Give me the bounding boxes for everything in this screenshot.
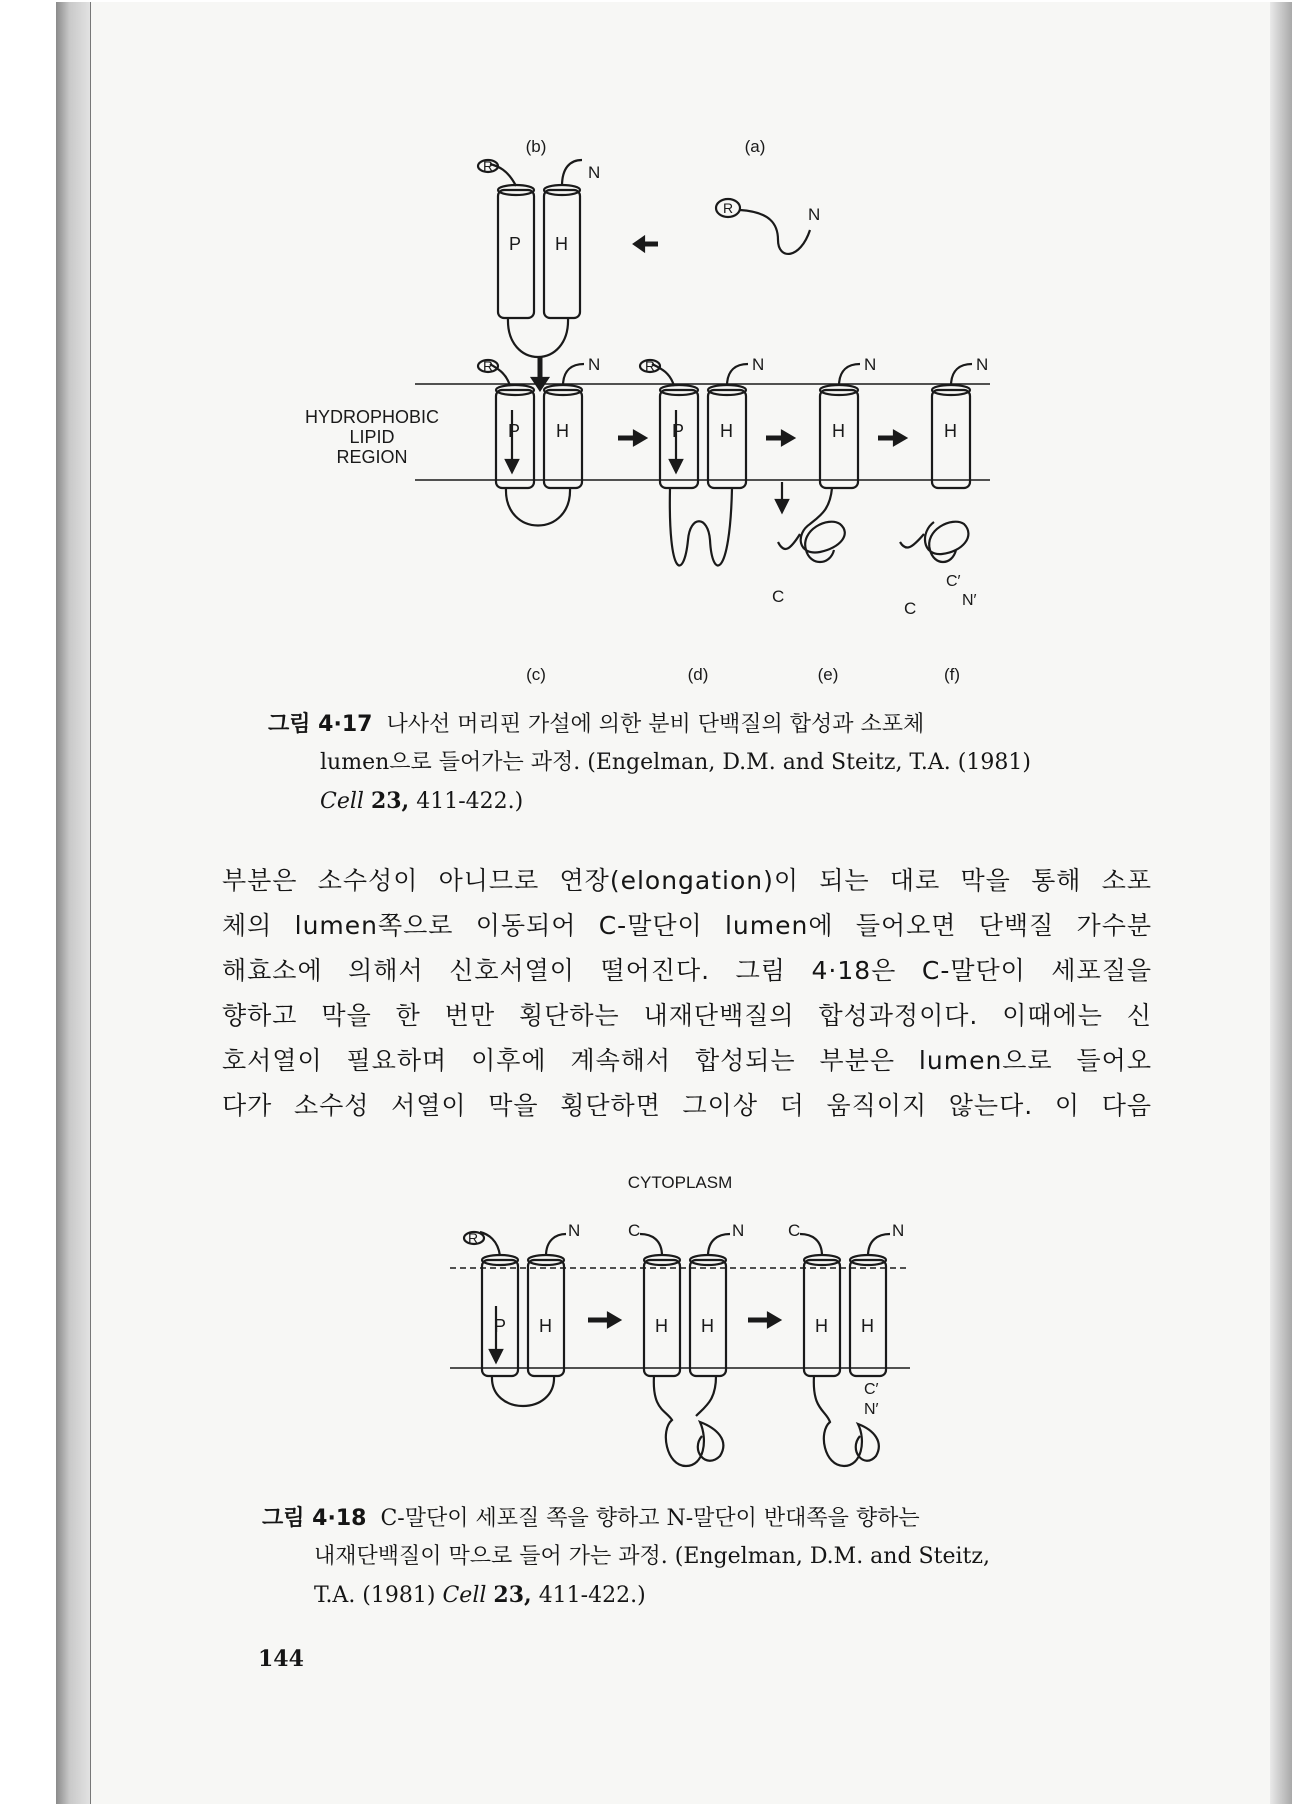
- body-paragraph: [222, 858, 1152, 1128]
- journal-volume: 23,: [370, 788, 410, 814]
- helix-h-label: H: [701, 1316, 714, 1336]
- region-label: REGION: [336, 447, 408, 467]
- caption-line: C-말단이 세포질 쪽을 향하고 N-말단이 반대쪽을 향하는: [380, 1506, 920, 1531]
- caption-line: lumen으로 들어가는 과정. (Engelman, D.M. and Steitz, T.A. (1981): [320, 750, 1031, 775]
- helix-p-label: P: [494, 1316, 507, 1336]
- helix-h-label: H: [556, 421, 569, 441]
- n-terminus-label: N: [808, 205, 821, 224]
- page-number: 144: [258, 1646, 304, 1672]
- ribosome-label: R: [645, 358, 656, 374]
- body-line: 체의 lumen쪽으로 이동되어 C-말단이 lumen에 들어오면 단백질 가수분: [222, 911, 1152, 940]
- panel-label-c: (c): [526, 665, 546, 684]
- caption-line: T.A. (1981): [314, 1583, 436, 1608]
- ribosome-label: R: [723, 200, 734, 216]
- n-terminus-label: N: [752, 355, 765, 374]
- n-prime-label: N′: [962, 592, 977, 609]
- figure-4-17-caption: [268, 706, 1128, 821]
- c-terminus-label: C: [904, 599, 917, 618]
- helix-h-label: H: [720, 421, 733, 441]
- n-terminus-label: N: [892, 1221, 905, 1240]
- n-terminus-label: N: [588, 163, 601, 182]
- helix-h-label: H: [815, 1316, 828, 1336]
- body-line: 호서열이 필요하며 이후에 계속해서 합성되는 부분은 lumen으로 들어오: [222, 1046, 1152, 1075]
- body-line: 향하고 막을 한 번만 횡단하는 내재단백질의 합성과정이다. 이때에는 신: [222, 1001, 1152, 1030]
- helix-h-label: H: [944, 421, 957, 441]
- book-spine: [56, 2, 90, 1804]
- helix-p-label: P: [509, 234, 522, 254]
- body-line: 부분은 소수성이 아니므로 연장(elongation)이 되는 대로 막을 통해 소포: [222, 866, 1152, 895]
- n-terminus-label: N: [732, 1221, 745, 1240]
- c-prime-label: C′: [946, 573, 961, 590]
- n-prime-label: N′: [864, 1401, 879, 1418]
- figure-4-18-caption: [262, 1500, 1142, 1615]
- figure-4-17: [300, 120, 1020, 690]
- journal-name: Cell: [442, 1583, 487, 1608]
- ribosome-label: R: [483, 158, 494, 174]
- n-terminus-label: N: [976, 355, 989, 374]
- journal-pages: 411-422.): [538, 1583, 646, 1608]
- c-prime-label: C′: [864, 1381, 879, 1398]
- helix-p-label: P: [672, 421, 685, 441]
- body-line: 다가 소수성 서열이 막을 횡단하면 그이상 더 움직이지 않는다. 이 다음: [222, 1091, 1152, 1120]
- journal-volume: 23,: [493, 1582, 532, 1608]
- panel-label-b: (b): [525, 137, 547, 156]
- journal-pages: 411-422.): [416, 789, 524, 814]
- helix-h-label: H: [555, 234, 568, 254]
- helix-h-label: H: [861, 1316, 874, 1336]
- caption-label: 그림 4·17: [268, 712, 373, 737]
- cytoplasm-label: CYTOPLASM: [627, 1173, 733, 1192]
- n-terminus-label: N: [588, 355, 601, 374]
- region-label: LIPID: [349, 427, 395, 447]
- ribosome-label: R: [483, 358, 494, 374]
- panel-label-d: (d): [687, 665, 709, 684]
- helix-h-label: H: [832, 421, 845, 441]
- caption-line: 내재단백질이 막으로 들어 가는 과정. (Engelman, D.M. and Steitz,: [314, 1544, 990, 1569]
- caption-label: 그림 4·18: [262, 1506, 367, 1531]
- caption-line: 나사선 머리핀 가설에 의한 분비 단백질의 합성과 소포체: [386, 712, 925, 737]
- n-terminus-label: N: [568, 1221, 581, 1240]
- c-terminus-label: C: [628, 1221, 641, 1240]
- c-terminus-label: C: [772, 587, 785, 606]
- panel-label-a: (a): [744, 137, 766, 156]
- journal-name: Cell: [320, 789, 364, 814]
- c-terminus-label: C: [788, 1221, 801, 1240]
- panel-label-e: (e): [817, 665, 839, 684]
- ribosome-label: R: [468, 1230, 479, 1246]
- page-edge: [1270, 2, 1292, 1804]
- region-label: HYDROPHOBIC: [304, 407, 440, 427]
- panel-label-f: (f): [943, 665, 961, 684]
- helix-p-label: P: [508, 421, 521, 441]
- helix-h-label: H: [539, 1316, 552, 1336]
- figure-4-18: [440, 1170, 930, 1480]
- helix-h-label: H: [655, 1316, 668, 1336]
- body-line: 해효소에 의해서 신호서열이 떨어진다. 그림 4·18은 C-말단이 세포질을: [222, 956, 1152, 985]
- n-terminus-label: N: [864, 355, 877, 374]
